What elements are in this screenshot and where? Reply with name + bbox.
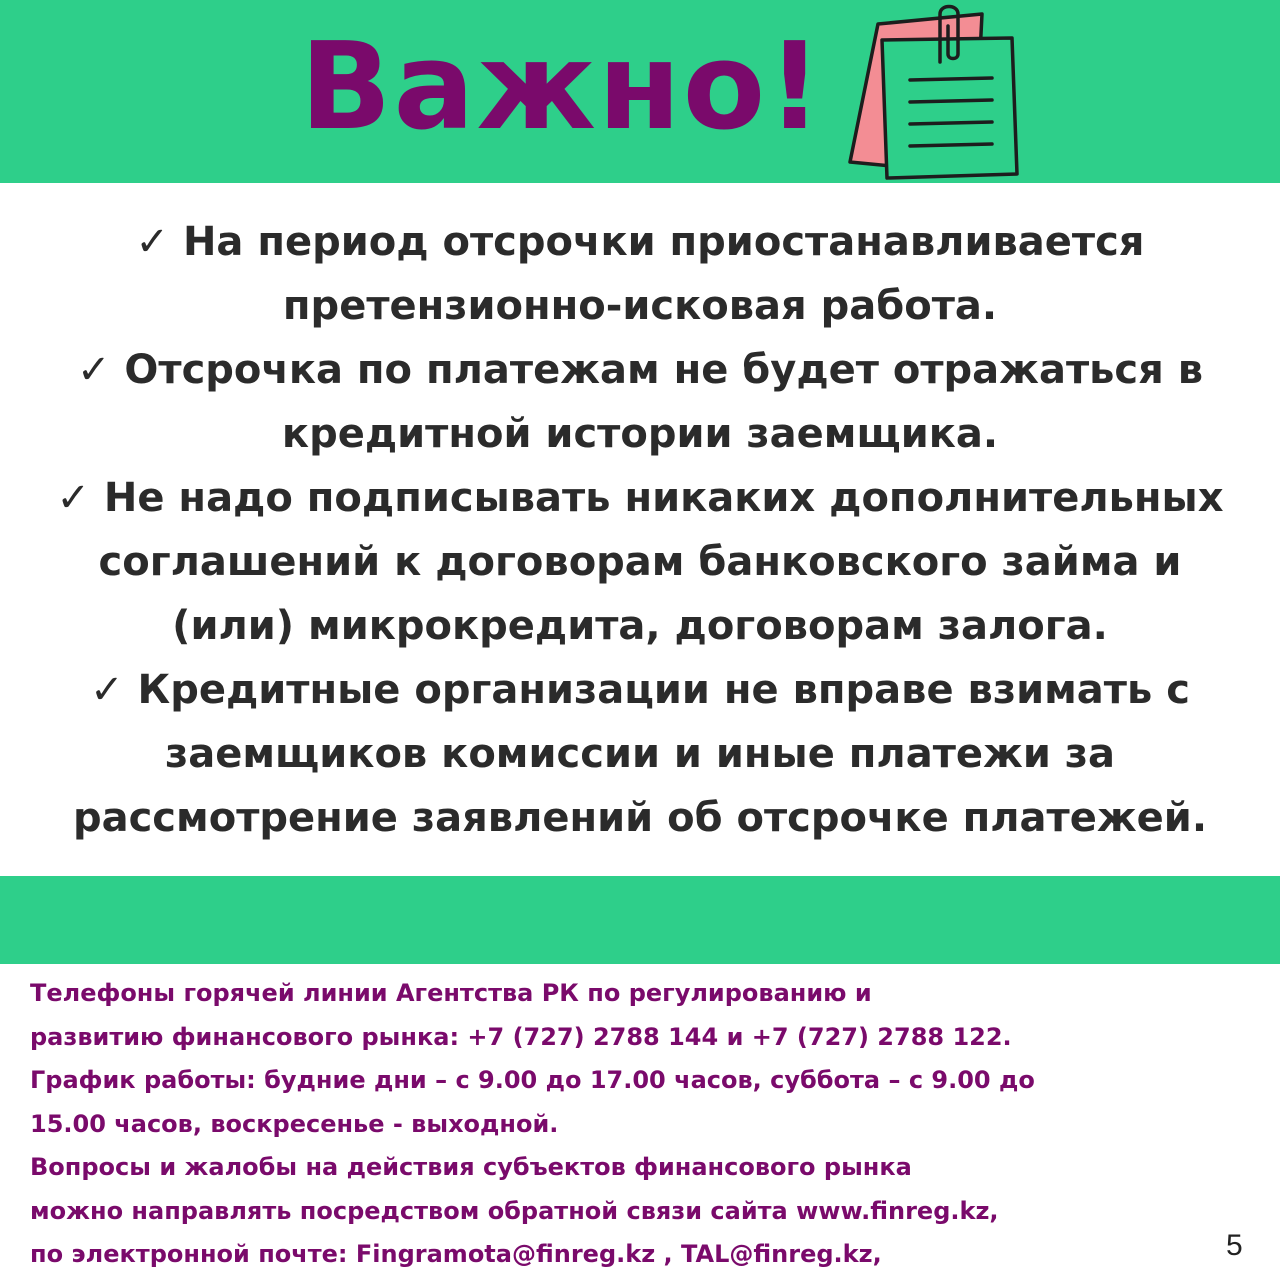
list-item: ✓ Не надо подписывать никаких дополнительных соглашений к договорам банковского займа и (или) микрокредита, договорам залога. (56, 475, 1224, 649)
important-points-list (0, 210, 1280, 860)
list-item: ✓ Кредитные организации не вправе взимать с заемщиков комиссии и иные платежи за рассмотрение заявлений об отсрочке платежей. (72, 667, 1208, 841)
clipboard-notes-icon (832, 2, 1022, 184)
hotline-info: Телефоны горячей линии Агентства РК по регулированию и развитию финансового рынка: +7 (727) 2788 144 и +7 (727) 2788 122. График работы: будние дни – с 9.00 до 17.00 часов, суббота – с 9.00 до 15.00 часов, воскресенье - выходной. Вопросы и жалобы на действия субъектов финансового рынка можно направлять посредством обратной связи сайта www.finreg.kz, по электронной почте: Fingramota@finreg.kz , TAL@finreg.kz, (30, 979, 1035, 1268)
list-item: ✓ Отсрочка по платежам не будет отражаться в кредитной истории заемщика. (76, 347, 1204, 457)
list-item: ✓ На период отсрочки приостанавливается претензионно-исковая работа. (135, 219, 1145, 329)
page-number: 5 (1226, 1229, 1243, 1262)
page-title: Важно! (300, 18, 824, 157)
divider-band (0, 876, 1280, 964)
